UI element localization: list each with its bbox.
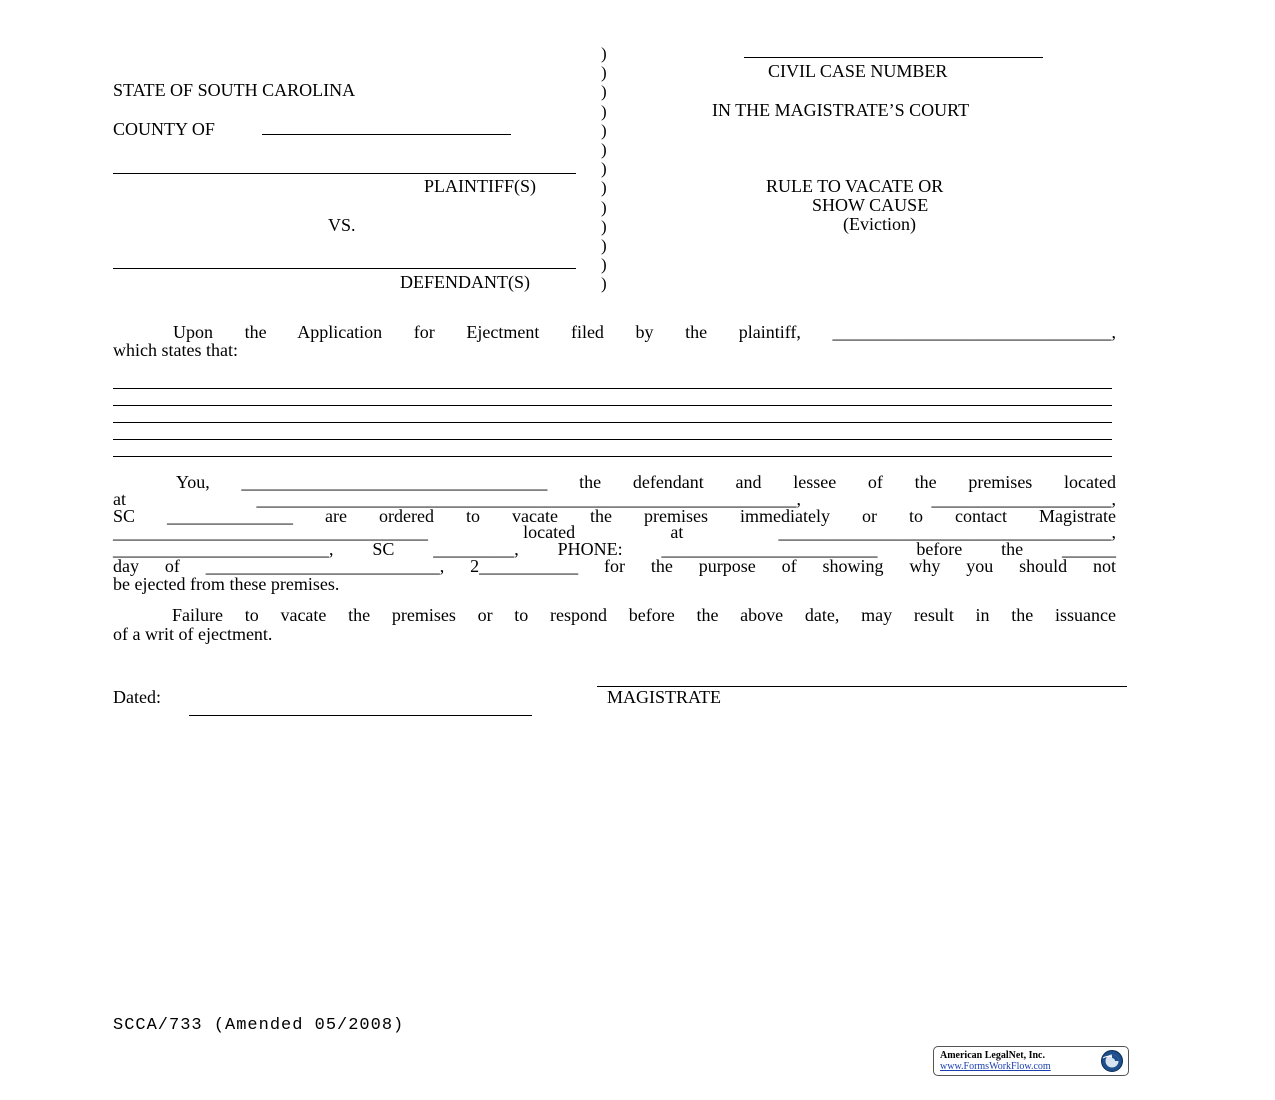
paren-mark: ) (601, 235, 607, 255)
defendant-label: DEFENDANT(S) (400, 272, 530, 292)
logo-name: American LegalNet, Inc. (940, 1050, 1045, 1061)
statement-blank-line (113, 439, 1112, 440)
order-line-7: be ejected from these premises. (113, 574, 340, 594)
statement-blank-line (113, 405, 1112, 406)
case-number-blank (744, 57, 1043, 58)
failure-line-2: of a writ of ejectment. (113, 624, 273, 644)
paren-mark: ) (601, 178, 607, 198)
paren-mark: ) (601, 120, 607, 140)
plaintiff-label: PLAINTIFF(S) (424, 176, 537, 196)
application-line-1: Upon the Application for Ejectment filed by the plaintiff, _______________________________, (173, 322, 1116, 342)
paren-mark: ) (601, 44, 607, 63)
paren-mark: ) (601, 101, 607, 121)
paren-mark: ) (601, 63, 607, 83)
order-line-4: ___________________________________ located at _____________________________________, (113, 522, 1116, 542)
court-label: IN THE MAGISTRATE’S COURT (712, 100, 970, 120)
defendant-name-blank (113, 268, 576, 269)
order-line-6: day of __________________________, 2___________ for the purpose of showing why you should not (113, 556, 1116, 576)
form-title-line2: SHOW CAUSE (812, 195, 929, 215)
dated-label: Dated: (113, 687, 161, 707)
paren-mark: ) (601, 274, 607, 294)
date-blank (189, 715, 532, 716)
plaintiff-name-blank (113, 173, 576, 174)
statement-blank-line (113, 422, 1112, 423)
order-line-5: ________________________, SC _________, PHONE: ________________________ before the ______ (113, 539, 1116, 559)
statement-blank-line (113, 388, 1112, 389)
paren-mark: ) (601, 255, 607, 275)
paren-mark: ) (601, 82, 607, 102)
failure-line-1: Failure to vacate the premises or to respond before the above date, may result in the issuance (172, 605, 1116, 625)
order-line-3: SC ______________ are ordered to vacate the premises immediately or to contact Magistrate (113, 506, 1116, 526)
form-title-line1: RULE TO VACATE OR (766, 176, 944, 196)
versus-label: VS. (328, 215, 356, 235)
globe-icon (1100, 1049, 1124, 1073)
order-line-1: You, __________________________________ the defendant and lessee of the premises located (176, 472, 1116, 492)
paren-mark: ) (601, 139, 607, 159)
logo-url-link[interactable]: www.FormsWorkFlow.com (940, 1061, 1051, 1072)
county-label: COUNTY OF (113, 119, 215, 139)
form-code: SCCA/733 (Amended 05/2008) (113, 1016, 405, 1035)
paren-mark: ) (601, 216, 607, 236)
magistrate-label: MAGISTRATE (607, 687, 722, 707)
paren-mark: ) (601, 197, 607, 217)
form-title-line3: (Eviction) (843, 214, 916, 234)
county-blank (262, 134, 511, 135)
statement-blank-line (113, 456, 1112, 457)
order-line-2: at ____________________________________________________________, ____________________, (113, 489, 1116, 509)
publisher-logo (933, 1046, 1129, 1076)
caption-divider (601, 44, 615, 293)
case-number-label: CIVIL CASE NUMBER (768, 61, 948, 81)
application-line-2: which states that: (113, 340, 238, 360)
paren-mark: ) (601, 159, 607, 179)
state-label: STATE OF SOUTH CAROLINA (113, 80, 356, 100)
